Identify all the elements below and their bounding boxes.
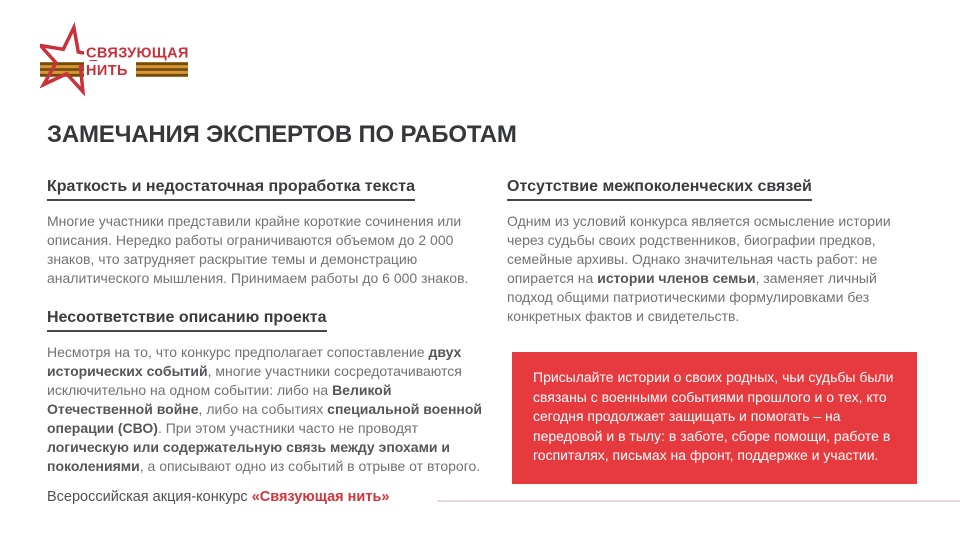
right-column — [507, 177, 921, 484]
footer — [47, 489, 389, 505]
left-column — [47, 177, 483, 476]
section-mismatch — [47, 308, 483, 476]
section-brevity — [47, 177, 483, 288]
callout-text: Присылайте истории о своих родных, чьи судьбы были связаны с военными событиями прошлого и о тех, кто сегодня продолжает защищать и помогать – на передовой и в тылу: в заботе, сборе помощи, работе в госпиталях, письмах на фронт, поддержке и участии. — [533, 369, 894, 463]
logo-wordmark-line1: СВЯЗУЮЩАЯ — [86, 45, 189, 62]
logo-wordmark-line2: НИТЬ — [86, 62, 128, 79]
footer-prefix: Всероссийская акция-конкурс — [47, 489, 252, 505]
logo — [40, 20, 190, 105]
page-title: ЗАМЕЧАНИЯ ЭКСПЕРТОВ ПО РАБОТАМ — [47, 121, 517, 148]
section-mismatch-paragraph: Несмотря на то, что конкурс предполагает сопоставление двух исторических событий, многие участники сосредотачиваются исключительно на одном событии: либо на Великой Отечественной войне, либо на событиях специальной военной операции (СВО). При этом участники часто не проводят логическую или содержательную связь между эпохами и поколениями, а описывают одно из событий в отрыве от второго. — [47, 344, 483, 474]
callout-box — [512, 352, 917, 484]
section-brevity-heading: Краткость и недостаточная проработка текста — [47, 177, 415, 201]
footer-contest-name: «Связующая нить» — [251, 489, 390, 505]
section-brevity-paragraph: Многие участники представили крайне короткие сочинения или описания. Нередко работы ограничиваются объемом до 2 000 знаков, что затрудняет раскрытие темы и демонстрацию аналитического мышления. Принимаем работы до 6 000 знаков. — [47, 213, 469, 286]
section-generational-heading: Отсутствие межпоколенческих связей — [507, 177, 812, 201]
section-generational — [507, 177, 921, 326]
logo-graphic — [40, 20, 190, 105]
section-mismatch-heading: Несоответствие описанию проекта — [47, 308, 327, 332]
bottom-divider — [437, 500, 960, 502]
section-generational-paragraph: Одним из условий конкурса является осмысление истории через судьбы своих родственников, биографии предков, семейные архивы. Однако значительная часть работ: не опирается на истории членов семьи, заменяет личный подход общими патриотическими формулировками без конкретных фактов и свидетельств. — [507, 213, 891, 324]
